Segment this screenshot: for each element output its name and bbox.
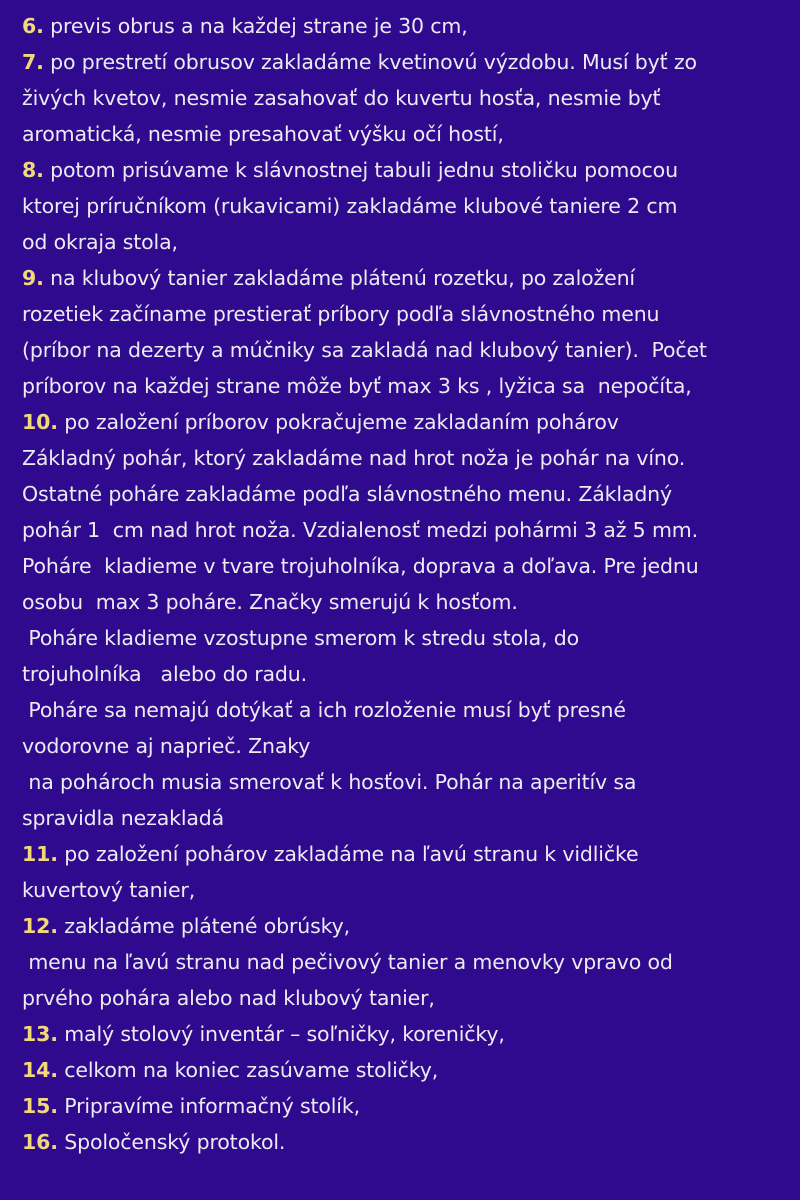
line-text: celkom na koniec zasúvame stoličky, [57,1058,439,1082]
item-number: 7. [22,50,44,74]
text-line [22,692,778,728]
line-text: Poháre kladieme v tvare trojuholníka, doprava a doľava. Pre jednu [22,554,699,578]
line-text: Základný pohár, ktorý zakladáme nad hrot noža je pohár na víno. [22,446,686,470]
text-line [22,1088,778,1124]
text-line [22,620,778,656]
item-number: 6. [22,14,44,38]
line-text: malý stolový inventár – soľničky, koreničky, [57,1022,505,1046]
text-line [22,512,778,548]
line-text: príborov na každej strane môže byť max 3 ks , lyžica sa nepočíta, [22,374,692,398]
text-line [22,656,778,692]
line-text: ktorej príručníkom (rukavicami) zakladáme klubové taniere 2 cm [22,194,678,218]
line-text: osobu max 3 poháre. Značky smerujú k hosťom. [22,590,518,614]
text-line [22,944,778,980]
text-line [22,584,778,620]
item-number: 15. [22,1094,58,1118]
text-line [22,872,778,908]
line-text: zakladáme plátené obrúsky, [57,914,350,938]
line-text: Poháre kladieme vzostupne smerom k stredu stola, do [22,626,579,650]
item-number: 14. [22,1058,58,1082]
text-line [22,152,778,188]
text-line [22,116,778,152]
line-text: potom prisúvame k slávnostnej tabuli jednu stoličku pomocou [43,158,678,182]
item-number: 10. [22,410,58,434]
line-text: kuvertový tanier, [22,878,196,902]
line-text: po založení pohárov zakladáme na ľavú stranu k vidličke [57,842,639,866]
text-line [22,260,778,296]
line-text: Poháre sa nemajú dotýkať a ich rozloženie musí byť presné [22,698,626,722]
text-line [22,332,778,368]
text-line [22,224,778,260]
line-text: prvého pohára alebo nad klubový tanier, [22,986,435,1010]
item-number: 12. [22,914,58,938]
line-text: živých kvetov, nesmie zasahovať do kuvertu hosťa, nesmie byť [22,86,661,110]
line-text: pohár 1 cm nad hrot noža. Vzdialenosť medzi pohármi 3 až 5 mm. [22,518,698,542]
text-line [22,1016,778,1052]
line-text: Spoločenský protokol. [57,1130,286,1154]
item-number: 11. [22,842,58,866]
text-line [22,548,778,584]
text-line [22,80,778,116]
line-text: menu na ľavú stranu nad pečivový tanier a menovky vpravo od [22,950,673,974]
text-line [22,980,778,1016]
line-text: aromatická, nesmie presahovať výšku očí hostí, [22,122,504,146]
text-line [22,1052,778,1088]
text-line [22,800,778,836]
text-line [22,908,778,944]
text-line [22,368,778,404]
line-text: previs obrus a na každej strane je 30 cm, [43,14,468,38]
line-text: spravidla nezakladá [22,806,225,830]
line-text: vodorovne aj naprieč. Znaky [22,734,311,758]
line-text: na klubový tanier zakladáme plátenú rozetku, po založení [43,266,635,290]
text-line [22,476,778,512]
line-text: trojuholníka alebo do radu. [22,662,307,686]
line-text: po prestretí obrusov zakladáme kvetinovú výzdobu. Musí byť zo [43,50,697,74]
text-line [22,296,778,332]
item-number: 8. [22,158,44,182]
line-text: Ostatné poháre zakladáme podľa slávnostného menu. Základný [22,482,673,506]
item-number: 16. [22,1130,58,1154]
text-line [22,1124,778,1160]
line-text: rozetiek začíname prestierať príbory podľa slávnostného menu [22,302,660,326]
text-line [22,728,778,764]
text-line [22,404,778,440]
text-line [22,764,778,800]
line-text: Pripravíme informačný stolík, [57,1094,360,1118]
line-text: po založení príborov pokračujeme zakladaním pohárov [57,410,619,434]
text-line [22,44,778,80]
text-line [22,836,778,872]
line-text: od okraja stola, [22,230,178,254]
text-line [22,440,778,476]
line-text: na pohároch musia smerovať k hosťovi. Pohár na aperitív sa [22,770,637,794]
item-number: 13. [22,1022,58,1046]
text-line [22,188,778,224]
line-text: (príbor na dezerty a múčniky sa zakladá nad klubový tanier). Počet [22,338,707,362]
item-number: 9. [22,266,44,290]
text-line [22,8,778,44]
